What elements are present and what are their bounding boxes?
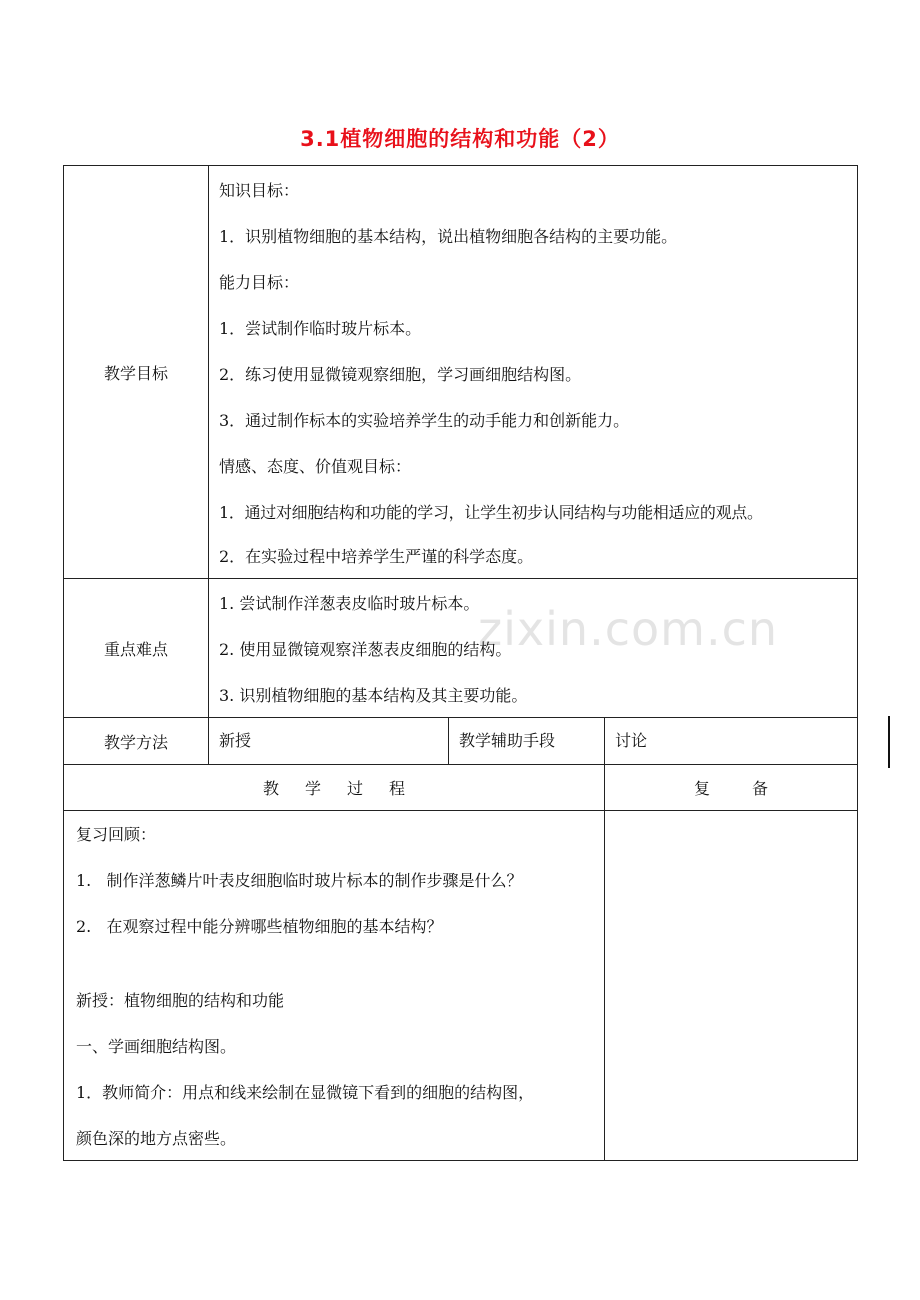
process-content-cell	[63, 810, 605, 1161]
process-line: 1. 制作洋葱鳞片叶表皮细胞临时玻片标本的制作步骤是什么？	[76, 871, 523, 890]
prep-header-cell	[604, 764, 858, 811]
process-line: 新授：植物细胞的结构和功能	[76, 991, 285, 1010]
process-header-cell	[63, 764, 605, 811]
prep-content-cell	[604, 810, 858, 1161]
objective-line: 1．尝试制作临时玻片标本。	[219, 319, 422, 338]
objective-line: 情感、态度、价值观目标：	[219, 457, 412, 476]
key-point-line: 3. 识别植物细胞的基本结构及其主要功能。	[219, 686, 528, 705]
objectives-label-cell	[63, 165, 209, 579]
objectives-label: 教学目标	[103, 363, 168, 383]
prep-header: 复备	[693, 779, 810, 798]
objective-line: 知识目标：	[219, 181, 300, 200]
method-label: 教学方法	[103, 732, 168, 752]
objective-line: 1．识别植物细胞的基本结构，说出植物细胞各结构的主要功能。	[219, 227, 678, 246]
objective-line: 2．在实验过程中培养学生严谨的科学态度。	[219, 547, 534, 566]
aid-label-cell	[448, 717, 605, 765]
key-points-label: 重点难点	[103, 639, 168, 659]
aid-value-cell	[604, 717, 858, 765]
process-line: 一、学画细胞结构图。	[76, 1037, 237, 1056]
process-line: 2. 在观察过程中能分辨哪些植物细胞的基本结构？	[76, 917, 443, 936]
method-value-cell	[208, 717, 449, 765]
objective-line: 1．通过对细胞结构和功能的学习，让学生初步认同结构与功能相适应的观点。	[219, 503, 763, 522]
method-label-cell	[63, 717, 209, 765]
objective-line: 能力目标：	[219, 273, 300, 292]
margin-mark	[888, 716, 890, 768]
process-line: 复习回顾：	[76, 825, 157, 844]
aid-label: 教学辅助手段	[459, 731, 556, 750]
key-points-content-cell	[208, 578, 858, 718]
objective-line: 2．练习使用显微镜观察细胞，学习画细胞结构图。	[219, 365, 582, 384]
key-point-line: 2. 使用显微镜观察洋葱表皮细胞的结构。	[219, 640, 512, 659]
method-value: 新授	[219, 731, 252, 750]
process-header: 教学过程	[262, 779, 431, 798]
page-title: 3.1植物细胞的结构和功能（2）	[300, 127, 620, 151]
key-points-label-cell	[63, 578, 209, 718]
objectives-content-cell	[208, 165, 858, 579]
watermark: zixin.com.cn	[478, 602, 779, 656]
process-line: 颜色深的地方点密些。	[76, 1129, 237, 1148]
objective-line: 3．通过制作标本的实验培养学生的动手能力和创新能力。	[219, 411, 630, 430]
key-point-line: 1. 尝试制作洋葱表皮临时玻片标本。	[219, 594, 480, 613]
aid-value: 讨论	[615, 731, 648, 750]
process-line: 1．教师简介：用点和线来绘制在显微镜下看到的细胞的结构图，	[76, 1083, 535, 1102]
